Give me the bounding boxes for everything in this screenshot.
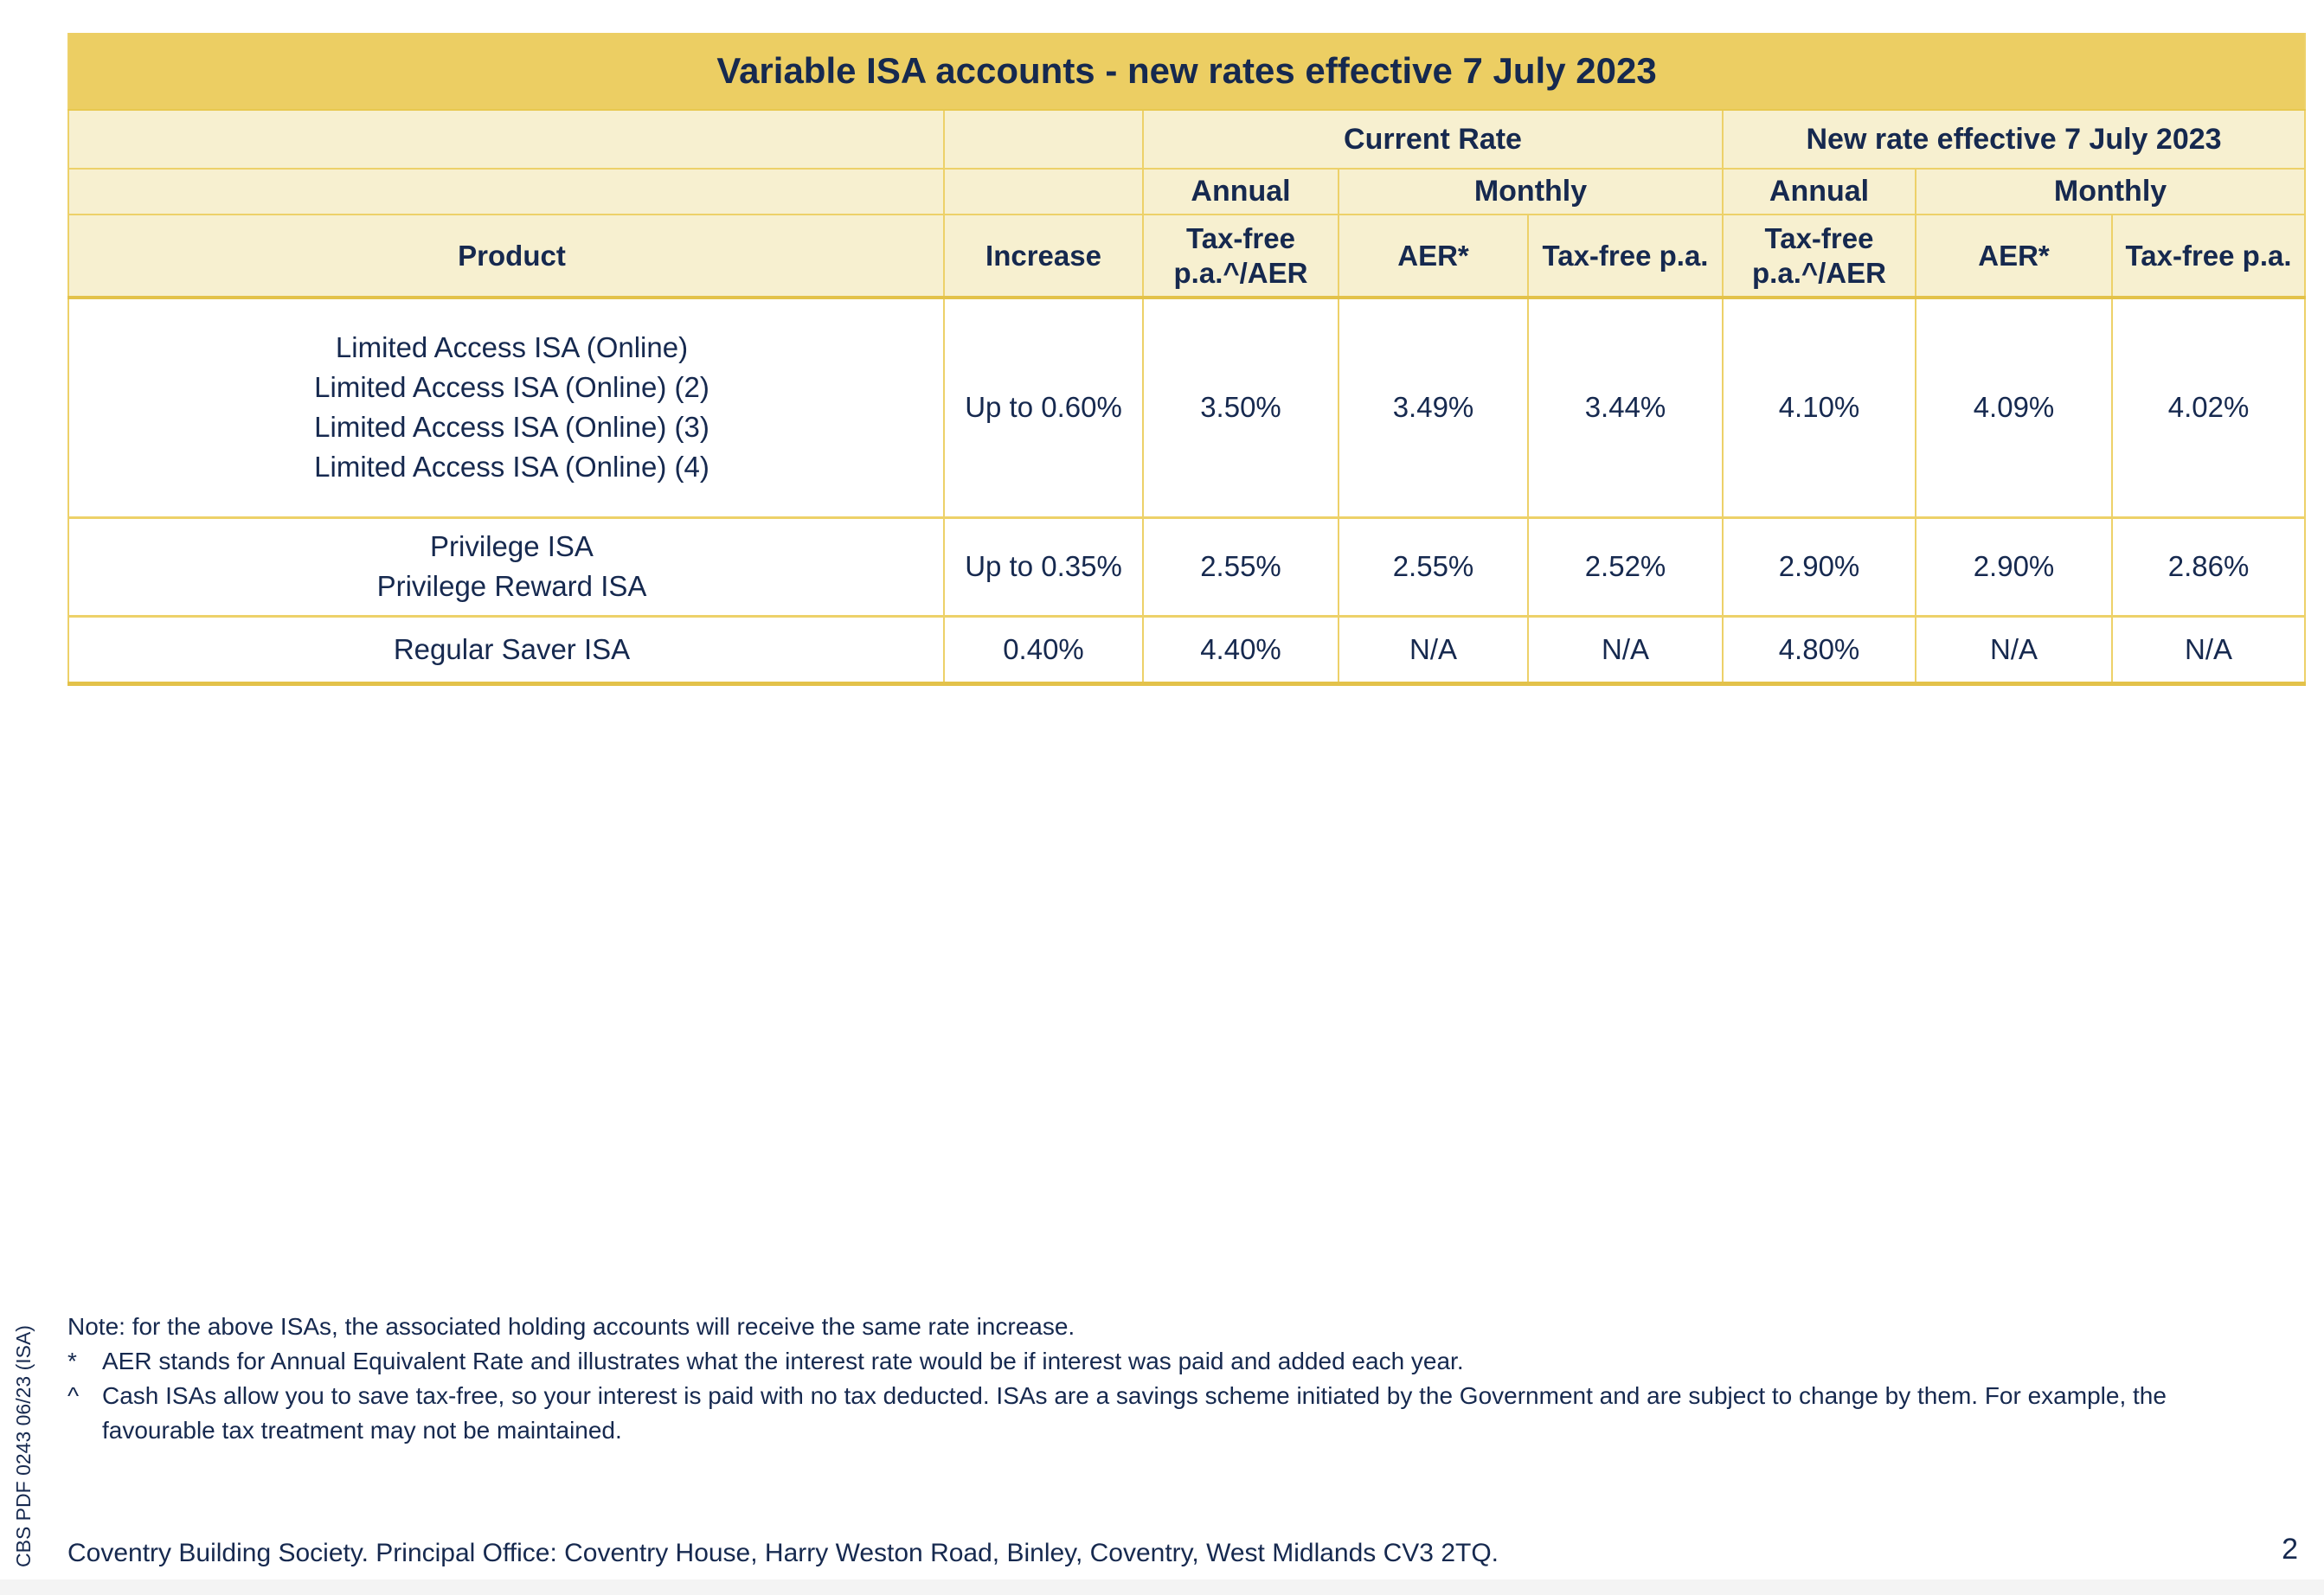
new-annual-rate: 2.90% (1723, 517, 1916, 616)
isa-rates-table (67, 33, 2306, 686)
asterisk-marker: * (67, 1348, 77, 1374)
column-header-product: Product (68, 215, 944, 298)
current-annual-rate: 3.50% (1143, 298, 1339, 517)
note-general: Note: for the above ISAs, the associated holding accounts will receive the same rate increase. (67, 1313, 1075, 1340)
new-annual-rate: 4.10% (1723, 298, 1916, 517)
note-aer (67, 1344, 2282, 1379)
current-monthly-taxfree: N/A (1528, 616, 1723, 683)
increase-value: 0.40% (944, 616, 1143, 683)
footer-address: Coventry Building Society. Principal Office: Coventry House, Harry Weston Road, Binley, Coventry, West Midlands CV3 2TQ. (67, 1539, 1499, 1567)
current-monthly-taxfree: 3.44% (1528, 298, 1723, 517)
note-cash-isa-text: Cash ISAs allow you to save tax-free, so your interest is paid with no tax deducted. ISAs are a savings scheme initiated by the Government and are subject to change by them. For example, the favourable tax treatment may not be maintained. (102, 1382, 2167, 1444)
period-header-current-annual: Annual (1143, 169, 1339, 215)
product-name: Limited Access ISA (Online) (4) (314, 451, 709, 484)
empty-header-cell (944, 169, 1143, 215)
current-monthly-aer: 3.49% (1339, 298, 1528, 517)
new-monthly-aer: 4.09% (1916, 298, 2112, 517)
current-monthly-aer: N/A (1339, 616, 1528, 683)
product-name: Limited Access ISA (Online) (2) (314, 371, 709, 404)
new-monthly-taxfree: 4.02% (2112, 298, 2305, 517)
product-name: Limited Access ISA (Online) (335, 331, 689, 364)
table-title: Variable ISA accounts - new rates effective 7 July 2023 (68, 33, 2305, 110)
current-annual-rate: 2.55% (1143, 517, 1339, 616)
new-monthly-taxfree: 2.86% (2112, 517, 2305, 616)
document-reference-sideways: CBS PDF 0243 06/23 (ISA) (12, 1325, 35, 1567)
new-annual-rate: 4.80% (1723, 616, 1916, 683)
note-cash-isa (67, 1379, 2282, 1448)
column-header-current-taxfree-pa: Tax-free p.a. (1528, 215, 1723, 298)
table-row (68, 517, 2305, 616)
footnotes (67, 1310, 2282, 1448)
product-names-cell (68, 298, 944, 517)
period-header-new-monthly: Monthly (1916, 169, 2305, 215)
current-monthly-aer: 2.55% (1339, 517, 1528, 616)
period-header-new-annual: Annual (1723, 169, 1916, 215)
empty-header-cell (68, 110, 944, 169)
viewer-bottom-strip (0, 1579, 2324, 1595)
product-names-cell (68, 616, 944, 683)
new-monthly-taxfree: N/A (2112, 616, 2305, 683)
increase-value: Up to 0.35% (944, 517, 1143, 616)
group-header-new-rate: New rate effective 7 July 2023 (1723, 110, 2305, 169)
column-header-new-aer: AER* (1916, 215, 2112, 298)
product-name: Limited Access ISA (Online) (3) (314, 411, 709, 444)
page-number: 2 (2282, 1533, 2298, 1566)
current-annual-rate: 4.40% (1143, 616, 1339, 683)
product-name: Regular Saver ISA (393, 632, 631, 665)
current-monthly-taxfree: 2.52% (1528, 517, 1723, 616)
period-header-current-monthly: Monthly (1339, 169, 1723, 215)
empty-header-cell (68, 169, 944, 215)
increase-value: Up to 0.60% (944, 298, 1143, 517)
column-header-new-taxfree-pa: Tax-free p.a. (2112, 215, 2305, 298)
table-row (68, 616, 2305, 683)
column-header-current-taxfree-aer: Tax-free p.a.^/AER (1143, 215, 1339, 298)
caret-marker: ^ (67, 1382, 80, 1409)
table-row (68, 298, 2305, 517)
product-name: Privilege Reward ISA (376, 570, 647, 602)
new-monthly-aer: 2.90% (1916, 517, 2112, 616)
product-name: Privilege ISA (430, 530, 594, 562)
note-aer-text: AER stands for Annual Equivalent Rate and illustrates what the interest rate would be if interest was paid and added each year. (102, 1348, 1464, 1374)
column-header-new-taxfree-aer: Tax-free p.a.^/AER (1723, 215, 1916, 298)
group-header-current-rate: Current Rate (1143, 110, 1723, 169)
new-monthly-aer: N/A (1916, 616, 2112, 683)
empty-header-cell (944, 110, 1143, 169)
product-names-cell (68, 517, 944, 616)
column-header-current-aer: AER* (1339, 215, 1528, 298)
column-header-increase: Increase (944, 215, 1143, 298)
